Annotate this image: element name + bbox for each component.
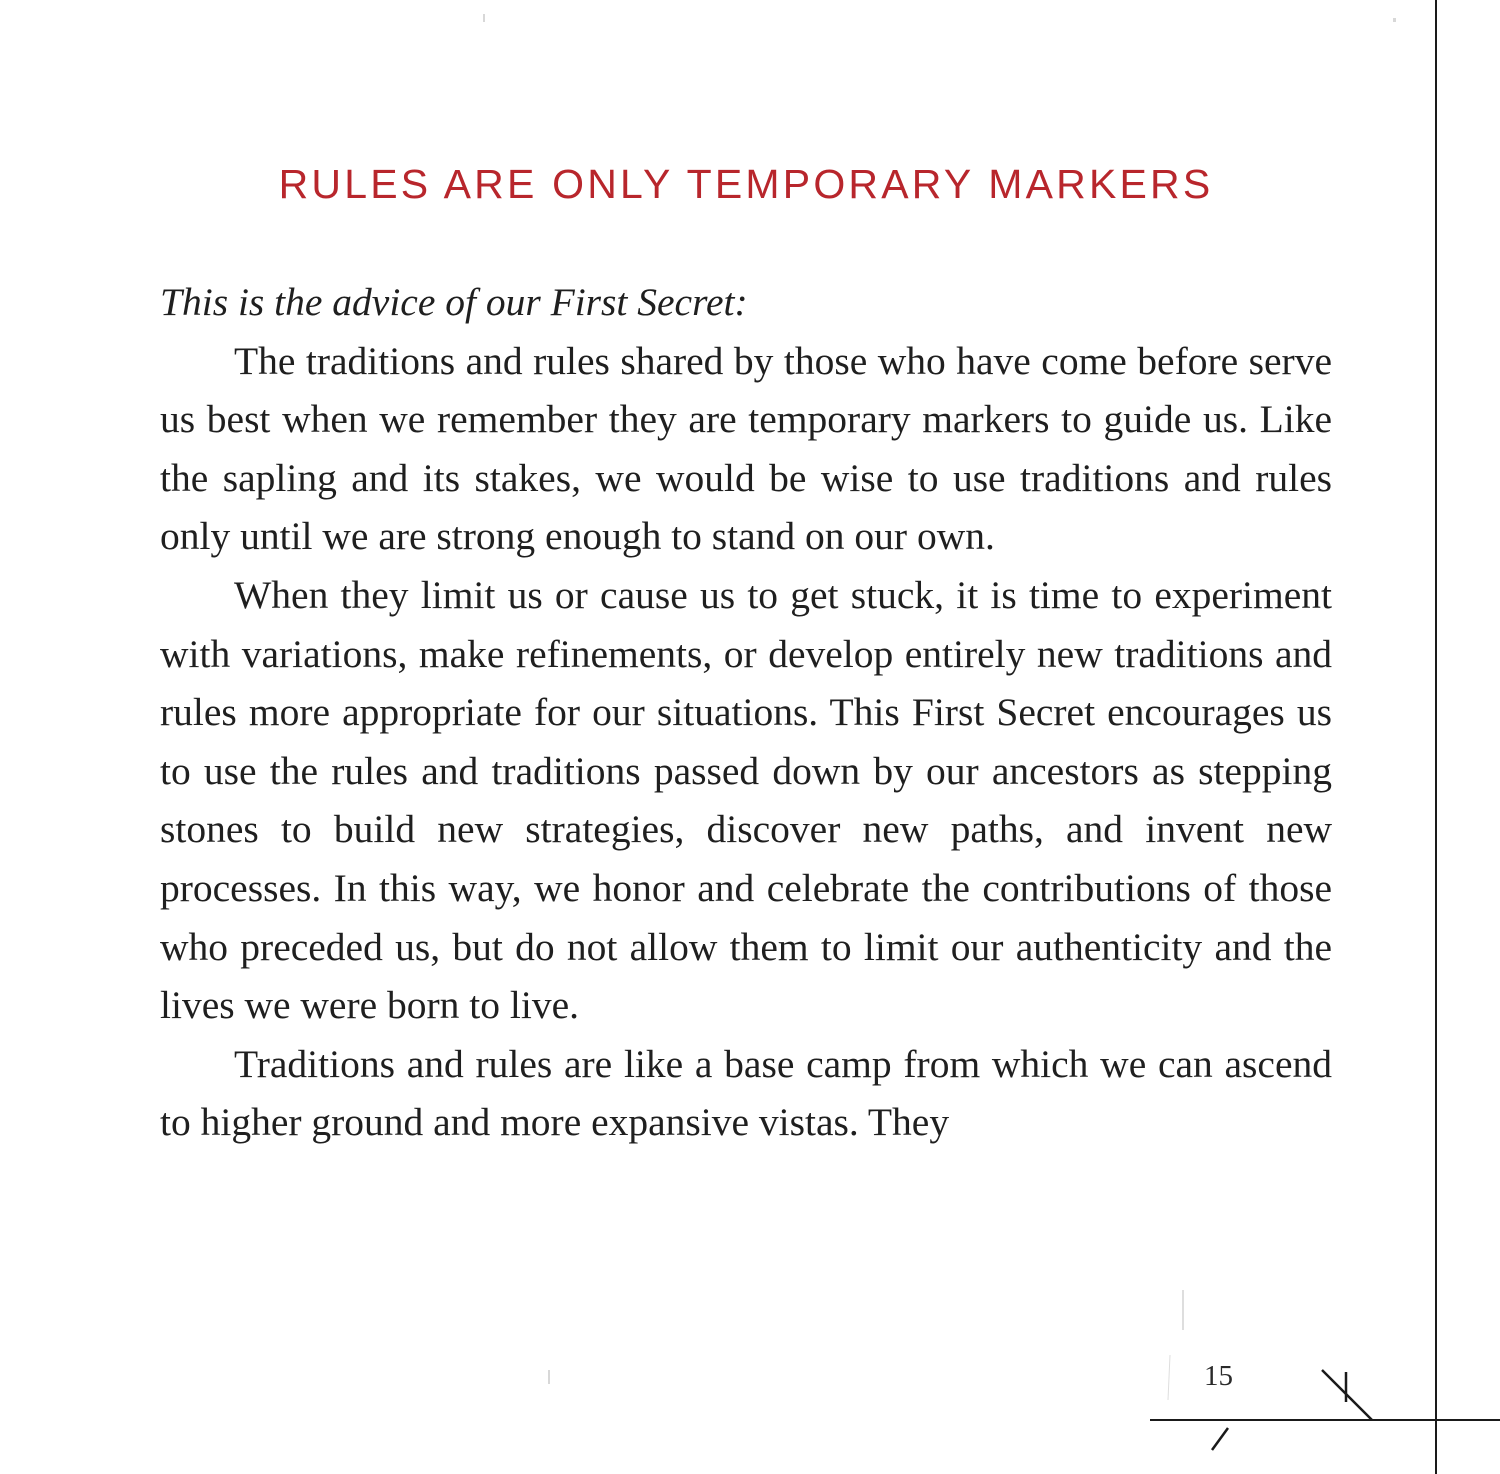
scan-speck <box>483 14 485 22</box>
chapter-title: RULES ARE ONLY TEMPORARY MARKERS <box>278 161 1214 207</box>
intro-line: This is the advice of our First Secret: <box>160 280 748 324</box>
paragraph-3: Traditions and rules are like a base camp from which we can ascend to higher ground and more expansive vistas. They <box>160 1041 1332 1145</box>
paragraph-2: When they limit us or cause us to get stuck, it is time to experiment with variations, make refinements, or develop entirely new traditions and rules more appropriate for our situations. This First Secret encourages us to use the rules and traditions passed down by our ancestors as stepping stones to build new strategies, discover new paths, and invent new processes. In this way, we honor and celebrate the contributions of those who preceded us, but do not allow them to limit our authenticity and the lives we were born to live. <box>160 572 1332 1028</box>
scan-speck <box>548 1370 550 1384</box>
page-number: 15 <box>1204 1360 1233 1392</box>
faint-scan-line-2 <box>1168 1355 1170 1400</box>
scan-speck <box>1393 18 1396 22</box>
bottom-slash-mark <box>1212 1428 1228 1450</box>
paragraph-1: The traditions and rules shared by those who have come before serve us best when we remember they are temporary markers to guide us. Like the sapling and its stakes, we would be wise to use traditions and rules only until we are strong enough to stand on our own. <box>160 338 1332 559</box>
